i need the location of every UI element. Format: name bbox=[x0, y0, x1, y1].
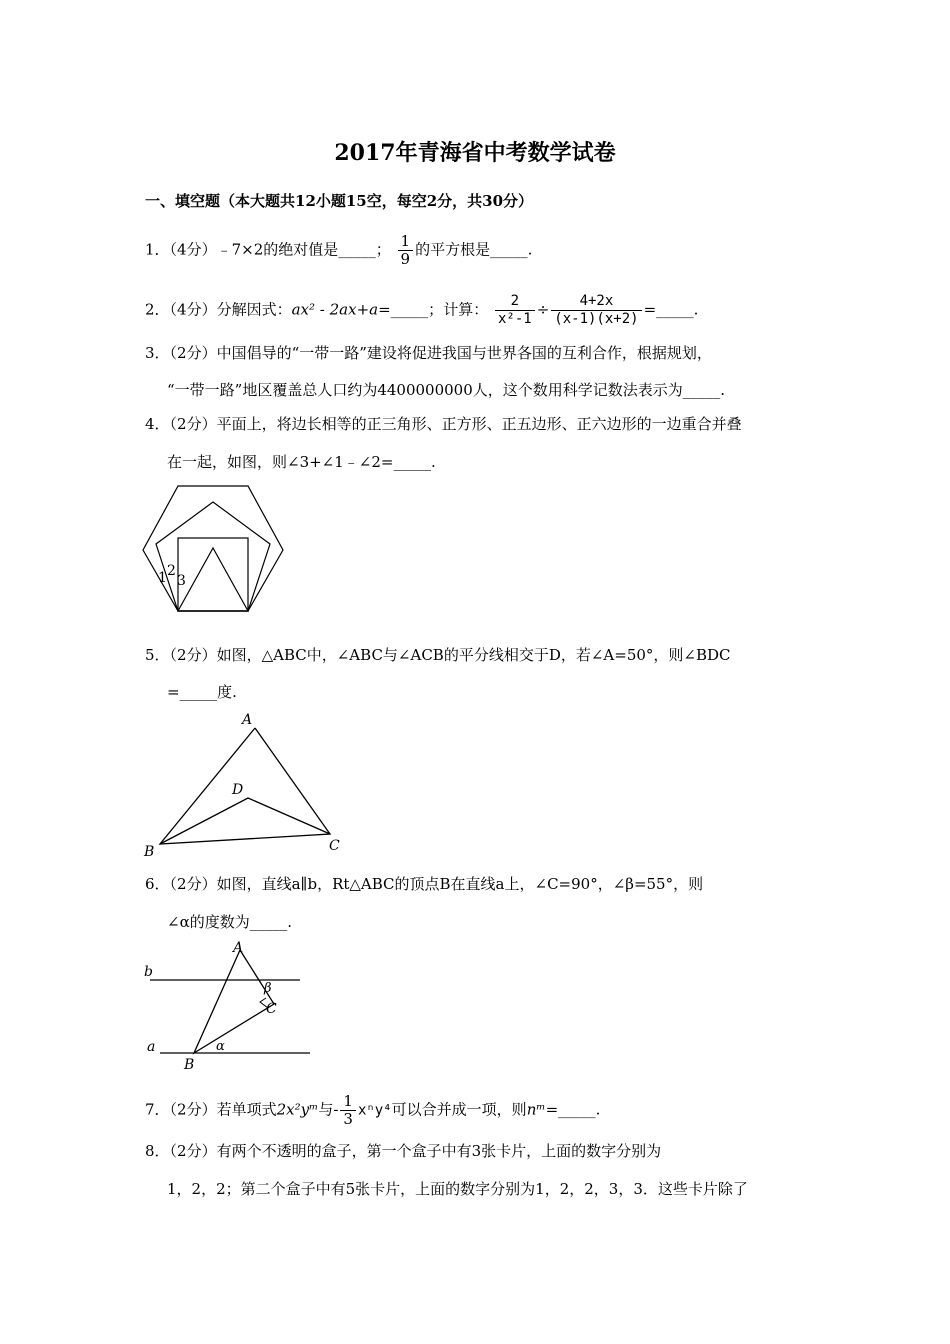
vertex-label-c: C bbox=[266, 1001, 277, 1017]
question-1 bbox=[145, 233, 532, 268]
fraction-1 bbox=[495, 293, 535, 328]
q7-expression: nᵐ bbox=[526, 1100, 546, 1119]
line-label-a: a bbox=[147, 1039, 156, 1055]
question-3-cont bbox=[167, 380, 725, 400]
monomial-2: xⁿy⁴ bbox=[357, 1102, 392, 1119]
pentagon-shape bbox=[156, 502, 270, 611]
question-number: 5． bbox=[145, 646, 170, 664]
page-title: 2017年青海省中考数学试卷 bbox=[334, 140, 616, 166]
period: . bbox=[287, 913, 292, 931]
separator: ； bbox=[375, 240, 391, 259]
period: . bbox=[527, 240, 533, 259]
q1-text-a: ﹣7×2的绝对值是 bbox=[216, 240, 339, 259]
q3-line-2: “一带一路”地区覆盖总人口约为4400000000人，这个数用科学记数法表示为 bbox=[167, 381, 683, 399]
equals: = bbox=[643, 300, 657, 319]
question-8-cont bbox=[167, 1179, 748, 1199]
q4-line-2: 在一起，如图，则∠3+∠1﹣∠2= bbox=[167, 453, 394, 471]
points: （2分） bbox=[169, 344, 217, 362]
q6-line-1: 如图，直线a∥b，Rt△ABC的顶点B在直线a上，∠C=90°，∠β=55°，则 bbox=[216, 875, 704, 893]
separator: ； bbox=[428, 300, 444, 319]
question-number: 7． bbox=[145, 1100, 170, 1119]
question-number: 6． bbox=[145, 875, 170, 893]
points: （4分） bbox=[169, 240, 217, 259]
angle-label-2: 2 bbox=[167, 563, 176, 579]
bisector-lines bbox=[160, 798, 330, 844]
q2-text-b: 计算： bbox=[443, 300, 489, 319]
q5-line-2-end: 度. bbox=[217, 683, 237, 701]
q6-line-2: ∠α的度数为 bbox=[167, 913, 250, 931]
angle-label-1: 1 bbox=[158, 570, 167, 586]
points: （2分） bbox=[169, 875, 217, 893]
question-2 bbox=[145, 293, 698, 328]
angle-label-beta: β bbox=[264, 981, 272, 996]
answer-blank: _____ bbox=[390, 300, 429, 319]
answer-blank: _____ bbox=[338, 240, 376, 259]
question-4-cont bbox=[167, 452, 436, 472]
point-label-d: D bbox=[232, 782, 244, 798]
question-5-cont bbox=[167, 682, 237, 702]
answer-blank: _____ bbox=[656, 300, 694, 319]
vertex-label-a: A bbox=[242, 712, 253, 728]
answer-blank: _____ bbox=[682, 381, 721, 399]
fraction bbox=[398, 233, 414, 268]
vertex-label-a: A bbox=[233, 940, 244, 956]
fraction-denominator: 3 bbox=[343, 1110, 353, 1128]
answer-blank: _____ bbox=[490, 240, 528, 259]
answer-blank: _____ bbox=[558, 1100, 596, 1119]
fraction-denominator: 9 bbox=[400, 250, 411, 268]
period: . bbox=[430, 453, 436, 471]
q7-text-c: 可以合并成一项，则 bbox=[391, 1100, 527, 1119]
q7-text-a: 若单项式 bbox=[216, 1100, 277, 1119]
minus-sign: - bbox=[333, 1100, 339, 1119]
vertex-label-c: C bbox=[329, 838, 340, 854]
q8-line-2: 1，2，2；第二个盒子中有5张卡片，上面的数字分别为1，2，2，3，3．这些卡片除了 bbox=[167, 1180, 748, 1198]
fraction-denominator: x²-1 bbox=[497, 311, 532, 327]
points: （4分） bbox=[169, 300, 217, 319]
points: （2分） bbox=[169, 646, 217, 664]
equals: = bbox=[545, 1100, 559, 1119]
triangle-abc bbox=[160, 728, 330, 844]
polygon-figure bbox=[140, 478, 300, 618]
fraction-denominator: (x-1)(x+2) bbox=[554, 311, 639, 327]
section-heading: 一、填空题（本大题共12小题15空，每空2分，共30分） bbox=[145, 192, 534, 210]
angle-label-alpha: α bbox=[216, 1039, 225, 1054]
period: . bbox=[595, 1100, 601, 1119]
equals: = bbox=[167, 683, 180, 701]
period: . bbox=[720, 381, 726, 399]
question-5 bbox=[145, 645, 731, 665]
fraction-numerator: 2 bbox=[495, 293, 535, 311]
equals: = bbox=[378, 300, 391, 319]
parallel-lines-figure bbox=[140, 940, 320, 1075]
vertex-label-b: B bbox=[144, 844, 155, 860]
question-6 bbox=[145, 874, 703, 894]
triangle-abc-figure bbox=[140, 706, 350, 864]
question-8 bbox=[145, 1141, 661, 1161]
points: （2分） bbox=[169, 1100, 217, 1119]
q5-line-1: 如图，△ABC中，∠ABC与∠ACB的平分线相交于D，若∠A=50°，则∠BDC bbox=[216, 646, 731, 664]
q1-text-b: 的平方根是 bbox=[415, 240, 491, 259]
question-7 bbox=[145, 1093, 600, 1128]
question-3 bbox=[145, 343, 712, 363]
angle-label-3: 3 bbox=[177, 573, 186, 589]
answer-blank: _____ bbox=[393, 453, 431, 471]
question-4 bbox=[145, 414, 742, 434]
fraction-numerator: 4+2x bbox=[551, 293, 641, 311]
q3-line-1: 中国倡导的“一带一路”建设将促进我国与世界各国的互利合作，根据规划， bbox=[216, 344, 712, 362]
right-triangle-abc bbox=[194, 950, 274, 1053]
divide-sign: ÷ bbox=[536, 300, 550, 319]
question-number: 4． bbox=[145, 415, 170, 433]
q2-expression: ax² - 2ax+a bbox=[291, 300, 379, 319]
question-number: 1． bbox=[145, 240, 170, 259]
fraction bbox=[340, 1093, 356, 1128]
monomial-1: 2x²yᵐ bbox=[276, 1100, 319, 1119]
question-number: 2． bbox=[145, 300, 170, 319]
fraction-2 bbox=[551, 293, 641, 328]
fraction-numerator: 1 bbox=[398, 233, 414, 251]
q2-text-a: 分解因式： bbox=[216, 300, 292, 319]
period: . bbox=[693, 300, 699, 319]
vertex-label-b: B bbox=[184, 1057, 195, 1073]
question-6-cont bbox=[167, 912, 292, 932]
question-number: 3． bbox=[145, 344, 170, 362]
q8-line-1: 有两个不透明的盒子，第一个盒子中有3张卡片，上面的数字分别为 bbox=[216, 1142, 662, 1160]
q7-text-b: 与 bbox=[318, 1100, 334, 1119]
triangle-shape bbox=[178, 548, 248, 611]
points: （2分） bbox=[169, 415, 217, 433]
answer-blank: _____ bbox=[249, 913, 288, 931]
line-label-b: b bbox=[144, 964, 153, 980]
fraction-numerator: 1 bbox=[340, 1093, 356, 1111]
question-number: 8． bbox=[145, 1142, 170, 1160]
answer-blank: _____ bbox=[179, 683, 218, 701]
points: （2分） bbox=[169, 1142, 217, 1160]
q4-line-1: 平面上，将边长相等的正三角形、正方形、正五边形、正六边形的一边重合并叠 bbox=[216, 415, 742, 433]
